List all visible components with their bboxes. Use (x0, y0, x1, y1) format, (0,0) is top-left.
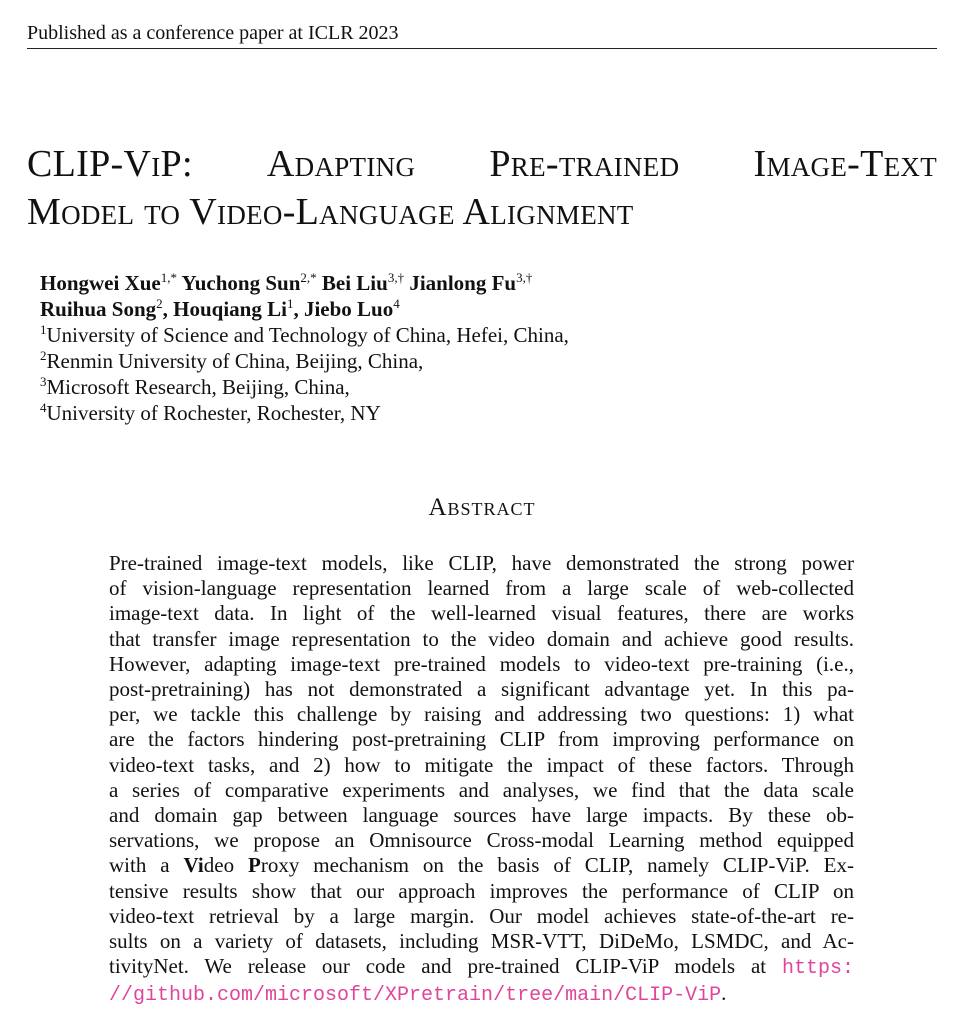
abstract-line: sults on a variety of datasets, including MSR-VTT, DiDeMo, LSMDC, and Ac- (109, 929, 854, 954)
abstract-line (109, 853, 854, 878)
affiliation-line (40, 374, 740, 400)
affiliation-line (40, 400, 740, 426)
abstract-heading: Abstract (428, 494, 536, 521)
abstract-line: servations, we propose an Omnisource Cross-modal Learning method equipped (109, 828, 854, 853)
abstract-line: tensive results show that our approach improves the performance of CLIP on (109, 878, 854, 903)
code-link[interactable]: //github.com/microsoft/XPretrain/tree/main/CLIP-ViP (109, 984, 722, 1008)
bold-segment: Vi (183, 853, 204, 878)
abstract-line: video-text retrieval by a large margin. Our model achieves state-of-the-art re- (109, 903, 854, 928)
title-word: Adapting (266, 143, 416, 185)
abstract-line: and domain gap between language sources have large impacts. By these ob- (109, 803, 854, 828)
abstract-line: However, adapting image-text pre-trained models to video-text pre-training (i.e., (109, 651, 854, 676)
affiliation-text: University of Rochester, Rochester, NY (46, 401, 381, 425)
author-name: Jianlong Fu (409, 271, 517, 295)
author-mark: 1 (286, 296, 294, 311)
author-name: Hongwei Xue (40, 271, 161, 295)
bold-segment: P (248, 853, 261, 878)
author-block (40, 270, 740, 426)
abstract-line: per, we tackle this challenge by raising and addressing two questions: 1) what (109, 702, 854, 727)
abstract-line: of vision-language representation learned from a large scale of web-collected (109, 576, 854, 601)
affiliation-mark: 4 (40, 400, 47, 415)
author-name: Ruihua Song (40, 297, 157, 321)
title-word: CLIP-ViP: (27, 143, 193, 185)
abstract-body (109, 551, 854, 1009)
text-segment: deo (203, 853, 249, 878)
author-name: Yuchong Sun (181, 271, 301, 295)
abstract-line (109, 981, 854, 1008)
author-name: Houqiang Li (173, 297, 287, 321)
title-line-2: Model to Video-Language Alignment (27, 191, 634, 233)
author-row-1 (40, 270, 740, 296)
affiliation-text: University of Science and Technology of China, Hefei, China, (46, 323, 569, 347)
affiliation-line (40, 348, 740, 374)
author-mark: 1,* (160, 270, 177, 285)
text-segment: tivityNet. We release our code and pre-trained CLIP-ViP models at (109, 954, 782, 979)
title-word: Image-Text (753, 143, 937, 185)
conference-header: Published as a conference paper at ICLR 2023 (27, 20, 937, 49)
abstract-line: are the factors hindering post-pretraining CLIP from improving performance on (109, 727, 854, 752)
author-mark: 3,† (516, 270, 533, 285)
title-line-1 (27, 140, 937, 188)
abstract-line: video-text tasks, and 2) how to mitigate the impact of these factors. Through (109, 752, 854, 777)
paper-title (27, 140, 937, 236)
author-row-2: Ruihua Song$^2$, Houqiang Li$^1$, Jiebo Luo$^4$ (40, 296, 400, 321)
author-mark: 3,† (387, 270, 405, 285)
text-segment: . (721, 981, 727, 1006)
abstract-line: Pre-trained image-text models, like CLIP, have demonstrated the strong power (109, 551, 854, 575)
author-name: Jiebo Luo (303, 297, 394, 321)
author-mark: 2,* (300, 270, 317, 285)
affiliation-text: Microsoft Research, Beijing, China, (46, 375, 350, 399)
text-segment: roxy mechanism on the basis of CLIP, namely CLIP-ViP. Ex- (260, 853, 855, 878)
abstract-line: that transfer image representation to the video domain and achieve good results. (109, 626, 854, 651)
abstract-line (109, 954, 854, 981)
author-mark: 4 (393, 296, 400, 311)
affiliation-mark: 1 (40, 322, 47, 337)
abstract-line: image-text data. In light of the well-learned visual features, there are works (109, 601, 854, 626)
affiliation-line (40, 322, 740, 348)
title-word: Pre-trained (489, 143, 680, 185)
affiliation-mark: 3 (40, 374, 47, 389)
text-segment: with a (109, 853, 184, 878)
author-name: Bei Liu (321, 271, 388, 295)
abstract-line: post-pretraining) has not demonstrated a significant advantage yet. In this pa- (109, 677, 854, 702)
affiliation-text: Renmin University of China, Beijing, China, (46, 349, 424, 373)
abstract-line: a series of comparative experiments and analyses, we find that the data scale (109, 777, 854, 802)
author-mark: 2 (156, 296, 163, 311)
code-link[interactable]: https: (781, 957, 854, 981)
affiliation-mark: 2 (40, 348, 47, 363)
